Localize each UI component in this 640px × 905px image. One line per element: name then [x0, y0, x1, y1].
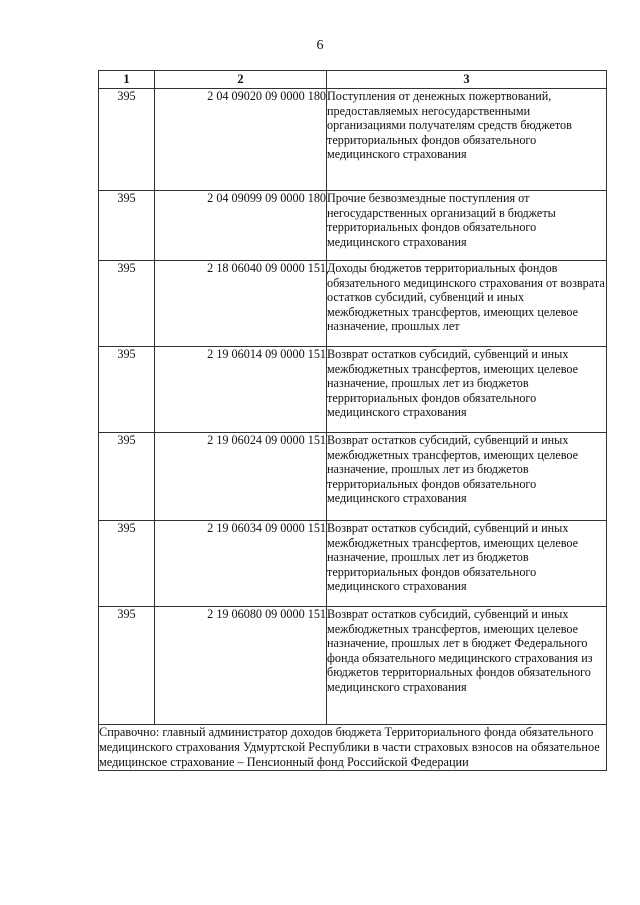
table-row — [99, 191, 607, 261]
table-row — [99, 433, 607, 521]
budget-revenue-table — [98, 70, 607, 771]
admin-code-cell: 395 — [99, 261, 155, 347]
revenue-code-cell: 2 04 09099 09 0000 180 — [155, 191, 327, 261]
revenue-code-cell: 2 19 06014 09 0000 151 — [155, 347, 327, 433]
table-row — [99, 261, 607, 347]
description-cell: Поступления от денежных пожертвований, предоставляемых негосударственными организациями получателям средств бюджетов территориальных фондов обязательного медицинского страхования — [327, 89, 607, 191]
description-cell: Прочие безвозмездные поступления от негосударственных организаций в бюджеты территориальных фондов обязательного медицинского страхования — [327, 191, 607, 261]
revenue-code-cell: 2 19 06024 09 0000 151 — [155, 433, 327, 521]
description-cell: Возврат остатков субсидий, субвенций и иных межбюджетных трансфертов, имеющих целевое назначение, прошлых лет из бюджетов территориальных фондов обязательного медицинского страхования — [327, 521, 607, 607]
reference-note: Справочно: главный администратор доходов бюджета Территориального фонда обязательного медицинского страхования Удмуртской Республики в части страховых взносов на обязательное медицинское страхование – Пенсионный фонд Российской Федерации — [99, 725, 607, 771]
admin-code-cell: 395 — [99, 521, 155, 607]
column-header-2: 2 — [155, 71, 327, 89]
table-row — [99, 347, 607, 433]
description-cell: Возврат остатков субсидий, субвенций и иных межбюджетных трансфертов, имеющих целевое назначение, прошлых лет в бюджет Федерального фонда обязательного медицинского страхования из бюджетов территориальных фондов обязательного медицинского страхования — [327, 607, 607, 725]
admin-code-cell: 395 — [99, 191, 155, 261]
column-header-3: 3 — [327, 71, 607, 89]
table-header-row — [99, 71, 607, 89]
revenue-code-cell: 2 18 06040 09 0000 151 — [155, 261, 327, 347]
table-row — [99, 607, 607, 725]
description-cell: Возврат остатков субсидий, субвенций и иных межбюджетных трансфертов, имеющих целевое назначение, прошлых лет из бюджетов территориальных фондов обязательного медицинского страхования — [327, 433, 607, 521]
table-row — [99, 521, 607, 607]
table-row — [99, 89, 607, 191]
table-note-row — [99, 725, 607, 771]
description-cell: Доходы бюджетов территориальных фондов обязательного медицинского страхования от возврата остатков субсидий, субвенций и иных межбюджетных трансфертов, имеющих целевое назначение, прошлых лет — [327, 261, 607, 347]
admin-code-cell: 395 — [99, 347, 155, 433]
revenue-code-cell: 2 19 06034 09 0000 151 — [155, 521, 327, 607]
admin-code-cell: 395 — [99, 89, 155, 191]
revenue-code-cell: 2 04 09020 09 0000 180 — [155, 89, 327, 191]
column-header-1: 1 — [99, 71, 155, 89]
page-number: 6 — [316, 38, 324, 53]
description-cell: Возврат остатков субсидий, субвенций и иных межбюджетных трансфертов, имеющих целевое назначение, прошлых лет из бюджетов территориальных фондов обязательного медицинского страхования — [327, 347, 607, 433]
admin-code-cell: 395 — [99, 607, 155, 725]
admin-code-cell: 395 — [99, 433, 155, 521]
revenue-code-cell: 2 19 06080 09 0000 151 — [155, 607, 327, 725]
